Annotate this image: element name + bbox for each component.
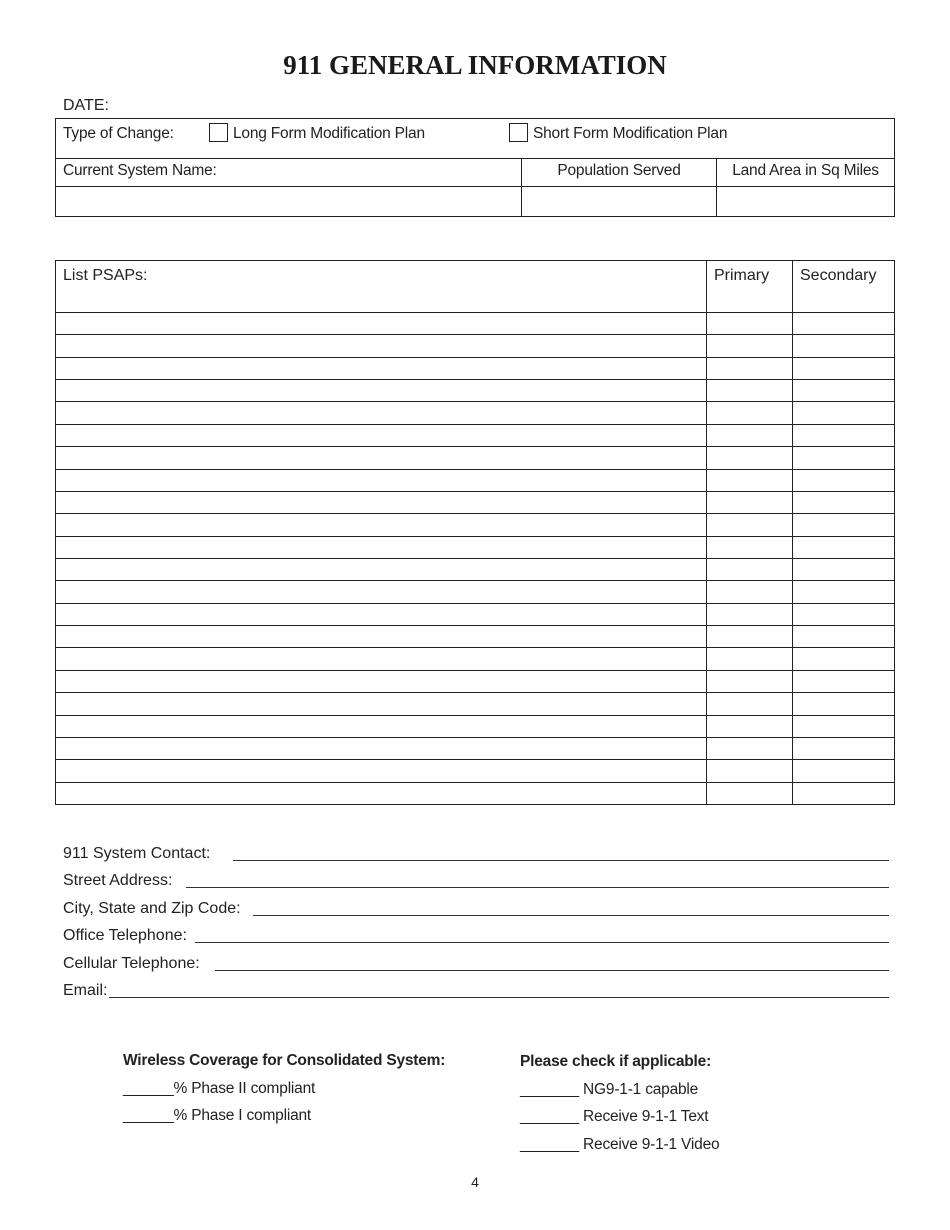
psap-secondary-cell[interactable] [794,448,893,467]
psap-name-cell[interactable] [57,717,705,736]
population-served-field[interactable] [523,188,714,214]
long-form-label: Long Form Modification Plan [233,125,425,142]
system-contact-field[interactable] [233,860,889,861]
psap-primary-cell[interactable] [708,336,791,355]
psap-primary-cell[interactable] [708,403,791,422]
psap-row-divider [56,737,894,738]
psap-name-cell[interactable] [57,471,705,490]
type-of-change-label: Type of Change: [63,125,174,142]
psap-secondary-cell[interactable] [794,515,893,534]
psap-name-cell[interactable] [57,314,705,333]
land-area-label: Land Area in Sq Miles [732,162,879,179]
psap-name-cell[interactable] [57,560,705,579]
phase1-compliant[interactable]: ______% Phase I compliant [123,1107,312,1124]
receive-911-video[interactable]: _______ Receive 9-1-1 Video [520,1136,720,1153]
psap-primary-cell[interactable] [708,560,791,579]
psap-primary-cell[interactable] [708,627,791,646]
psap-name-cell[interactable] [57,493,705,512]
divider [56,186,894,187]
psap-row-divider [56,670,894,671]
psap-primary-cell[interactable] [708,359,791,378]
psap-secondary-cell[interactable] [794,694,893,713]
receive-911-text[interactable]: _______ Receive 9-1-1 Text [520,1108,709,1125]
land-area-field[interactable] [718,188,893,214]
psap-row-divider [56,334,894,335]
psap-row-divider [56,759,894,760]
psap-secondary-cell[interactable] [794,538,893,557]
primary-header: Primary [714,267,770,284]
psap-name-cell[interactable] [57,761,705,780]
psap-primary-cell[interactable] [708,717,791,736]
phase2-compliant[interactable]: ______% Phase II compliant [123,1080,316,1097]
divider [792,261,793,804]
page-number: 4 [471,1174,479,1190]
current-system-name-label: Current System Name: [63,162,217,179]
psap-primary-cell[interactable] [708,471,791,490]
psap-secondary-cell[interactable] [794,784,893,803]
psap-row-divider [56,401,894,402]
date-label: DATE: [63,97,109,114]
psap-name-cell[interactable] [57,672,705,691]
psap-primary-cell[interactable] [708,739,791,758]
psap-name-cell[interactable] [57,627,705,646]
psap-secondary-cell[interactable] [794,560,893,579]
psap-header: List PSAPs: [63,267,148,284]
psap-name-cell[interactable] [57,359,705,378]
divider [56,158,894,159]
psap-name-cell[interactable] [57,649,705,668]
email-label: Email: [63,982,108,999]
office-telephone-field[interactable] [195,942,889,943]
page-title: 911 GENERAL INFORMATION [283,50,667,80]
psap-primary-cell[interactable] [708,493,791,512]
psap-row-divider [56,715,894,716]
cellular-telephone-label: Cellular Telephone: [63,955,200,972]
psap-row-divider [56,603,894,604]
psap-primary-cell[interactable] [708,515,791,534]
psap-row-divider [56,647,894,648]
psap-primary-cell[interactable] [708,381,791,400]
street-address-label: Street Address: [63,872,173,889]
office-telephone-label: Office Telephone: [63,927,187,944]
psap-row-divider [56,536,894,537]
psap-primary-cell[interactable] [708,649,791,668]
psap-secondary-cell[interactable] [794,739,893,758]
psap-primary-cell[interactable] [708,784,791,803]
psap-row-divider [56,491,894,492]
system-contact-label: 911 System Contact: [63,845,211,862]
psap-row-divider [56,357,894,358]
ng911-capable[interactable]: _______ NG9-1-1 capable [520,1081,699,1098]
psap-secondary-cell[interactable] [794,381,893,400]
psap-name-cell[interactable] [57,403,705,422]
psap-secondary-cell[interactable] [794,314,893,333]
psap-primary-cell[interactable] [708,672,791,691]
psap-secondary-cell[interactable] [794,471,893,490]
psap-secondary-cell[interactable] [794,717,893,736]
psap-secondary-cell[interactable] [794,761,893,780]
psap-name-cell[interactable] [57,448,705,467]
population-served-label: Population Served [557,162,681,179]
applicable-heading: Please check if applicable: [520,1053,712,1070]
psap-secondary-cell[interactable] [794,359,893,378]
divider [706,261,707,804]
psap-row-divider [56,446,894,447]
psap-secondary-cell[interactable] [794,336,893,355]
cellular-telephone-field[interactable] [215,970,889,971]
psap-name-cell[interactable] [57,605,705,624]
psap-row-divider [56,580,894,581]
psap-row-divider [56,469,894,470]
psap-row-divider [56,513,894,514]
psap-primary-cell[interactable] [708,314,791,333]
psap-name-cell[interactable] [57,381,705,400]
city-state-zip-label: City, State and Zip Code: [63,900,241,917]
psap-primary-cell[interactable] [708,538,791,557]
psap-primary-cell[interactable] [708,426,791,445]
email-field[interactable] [109,997,889,998]
psap-row-divider [56,692,894,693]
secondary-header: Secondary [800,267,877,284]
short-form-checkbox[interactable] [509,123,528,142]
wireless-coverage-heading: Wireless Coverage for Consolidated System: [123,1052,446,1069]
psap-primary-cell[interactable] [708,761,791,780]
psap-name-cell[interactable] [57,784,705,803]
psap-primary-cell[interactable] [708,582,791,601]
psap-name-cell[interactable] [57,739,705,758]
psap-secondary-cell[interactable] [794,582,893,601]
psap-secondary-cell[interactable] [794,605,893,624]
city-state-zip-field[interactable] [253,915,889,916]
psap-secondary-cell[interactable] [794,672,893,691]
psap-row-divider [56,312,894,313]
psap-row-divider [56,782,894,783]
psap-row-divider [56,379,894,380]
short-form-label: Short Form Modification Plan [533,125,728,142]
psap-secondary-cell[interactable] [794,426,893,445]
psap-row-divider [56,625,894,626]
long-form-checkbox[interactable] [209,123,228,142]
psap-primary-cell[interactable] [708,694,791,713]
psap-name-cell[interactable] [57,582,705,601]
psap-name-cell[interactable] [57,538,705,557]
psap-row-divider [56,558,894,559]
street-address-field[interactable] [186,887,889,888]
psap-primary-cell[interactable] [708,605,791,624]
psap-name-cell[interactable] [57,426,705,445]
psap-secondary-cell[interactable] [794,403,893,422]
psap-name-cell[interactable] [57,694,705,713]
psap-name-cell[interactable] [57,515,705,534]
psap-row-divider [56,424,894,425]
psap-secondary-cell[interactable] [794,493,893,512]
psap-secondary-cell[interactable] [794,627,893,646]
psap-name-cell[interactable] [57,336,705,355]
current-system-name-field[interactable] [58,188,519,214]
psap-primary-cell[interactable] [708,448,791,467]
psap-secondary-cell[interactable] [794,649,893,668]
